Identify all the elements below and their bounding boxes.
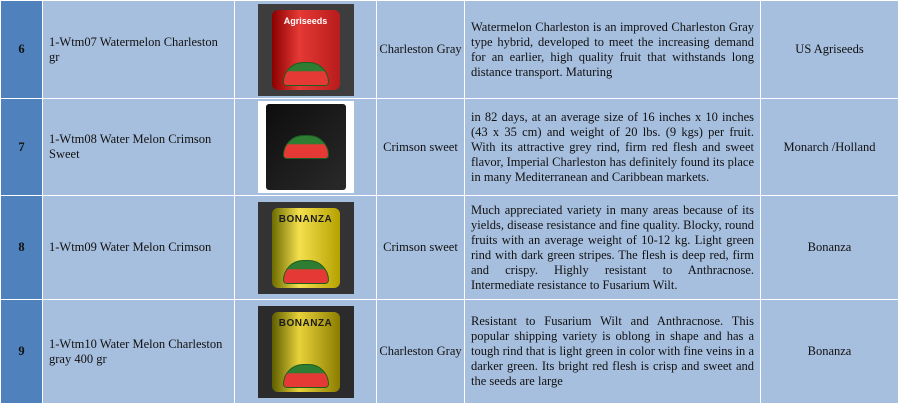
brand-name: Bonanza xyxy=(761,300,898,404)
watermelon-icon xyxy=(283,260,329,284)
watermelon-icon xyxy=(283,135,329,159)
variety-type: Crimson sweet xyxy=(377,196,465,300)
row-number: 8 xyxy=(1,196,43,300)
product-name: 1-Wtm07 Watermelon Charleston gr xyxy=(43,1,235,99)
product-image-cell xyxy=(235,300,377,404)
black-seed-bag-photo xyxy=(258,101,354,193)
product-name: 1-Wtm08 Water Melon Crimson Sweet xyxy=(43,99,235,196)
product-name: 1-Wtm10 Water Melon Charleston gray 400 gr xyxy=(43,300,235,404)
table-row xyxy=(1,99,898,196)
variety-type: Crimson sweet xyxy=(377,99,465,196)
brand-name: Bonanza xyxy=(761,196,898,300)
product-description: Resistant to Fusarium Wilt and Anthracnose. This popular shipping variety is oblong in shape and has a tough rind that is light green in color with fine veins in a darker green. Its bright red flesh is crisp and sweet and the seeds are large xyxy=(465,300,761,404)
table-row xyxy=(1,1,898,99)
can-label: Agriseeds xyxy=(283,15,328,26)
brand-name: Monarch /Holland xyxy=(761,99,898,196)
can-label: BONANZA xyxy=(278,317,333,329)
agriseeds-red-can-photo xyxy=(258,4,354,96)
watermelon-icon xyxy=(283,62,329,86)
row-number: 7 xyxy=(1,99,43,196)
can-label: BONANZA xyxy=(278,213,333,225)
product-image-cell xyxy=(235,196,377,300)
table-row xyxy=(1,196,898,300)
product-image-cell xyxy=(235,99,377,196)
product-description: Watermelon Charleston is an improved Charleston Gray type hybrid, developed to meet the increasing demand for an earlier, high quality fruit that withstands long distance transport. Maturing xyxy=(465,1,761,99)
product-image-cell xyxy=(235,1,377,99)
watermelon-icon xyxy=(283,364,329,388)
product-description: in 82 days, at an average size of 16 inches x 10 inches (43 x 35 cm) and weight of 20 lbs. (9 kgs) per fruit. With its attractive grey rind, firm red flesh and sweet flavor, Imperial Charleston has definitely found its place in many Mediterranean and Caribbean markets. xyxy=(465,99,761,196)
row-number: 9 xyxy=(1,300,43,404)
product-name: 1-Wtm09 Water Melon Crimson xyxy=(43,196,235,300)
row-number: 6 xyxy=(1,1,43,99)
product-description: Much appreciated variety in many areas because of its yields, disease resistance and fine quality. Blocky, round fruits with an average weight of 10-12 kg. Light green rind with dark green stripes. The flesh is deep red, firm and crispy. Highly resistant to Anthracnose. Intermediate resistance to Fusarium Wilt. xyxy=(465,196,761,300)
brand-name: US Agriseeds xyxy=(761,1,898,99)
table-row xyxy=(1,300,898,404)
variety-type: Charleston Gray xyxy=(377,1,465,99)
bonanza-yellow-can-photo xyxy=(258,306,354,398)
variety-type: Charleston Gray xyxy=(377,300,465,404)
bonanza-yellow-can-photo xyxy=(258,202,354,294)
